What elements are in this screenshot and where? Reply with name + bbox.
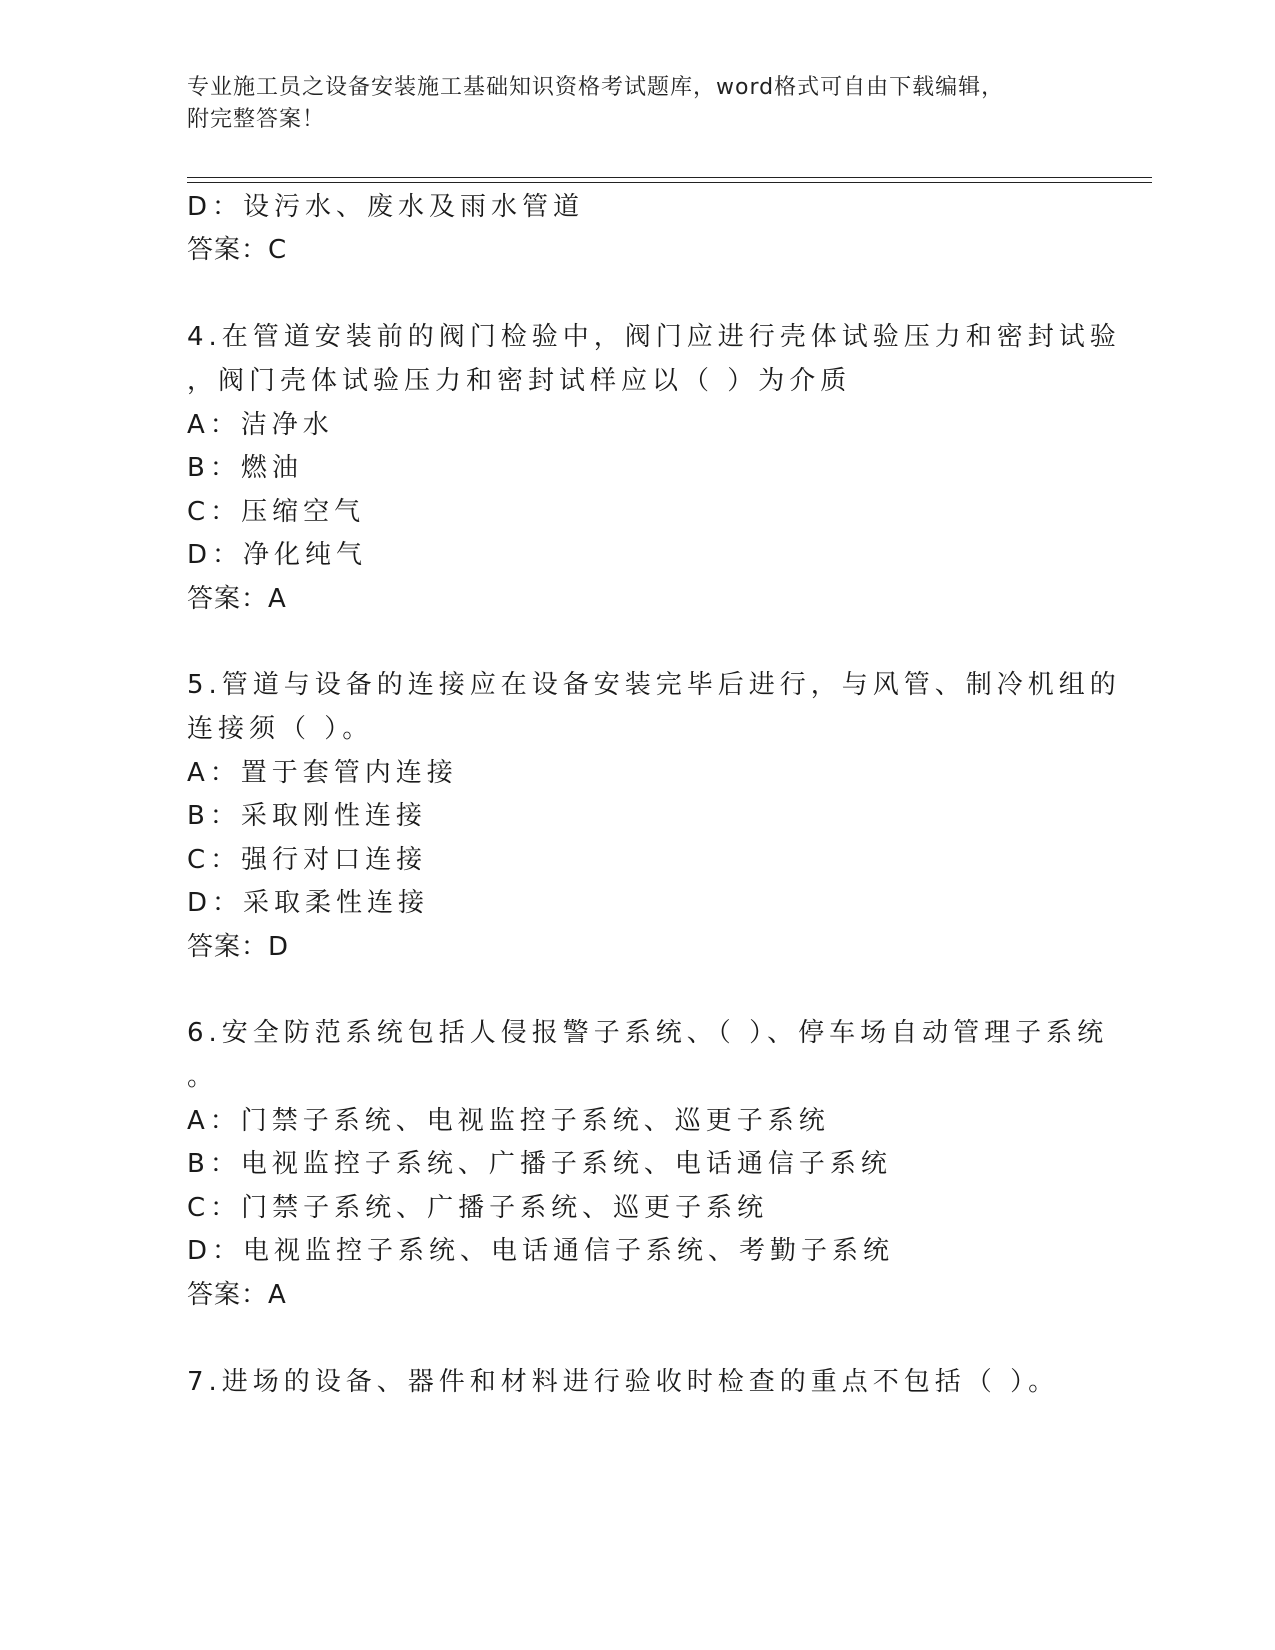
q4-option-b: B：燃油	[187, 453, 303, 483]
q6-answer: 答案：A	[187, 1280, 287, 1310]
q4-option-c: C：压缩空气	[187, 497, 366, 527]
q6-stem-line-1: 6.安全防范系统包括人侵报警子系统、（ ）、停车场自动管理子系统	[187, 1018, 1109, 1048]
document-header	[187, 72, 1087, 136]
q6-option-c: C：门禁子系统、广播子系统、巡更子系统	[187, 1193, 769, 1223]
header-divider-bottom	[187, 182, 1152, 183]
q5-answer: 答案：D	[187, 932, 290, 962]
q5-option-d: D：采取柔性连接	[187, 888, 430, 918]
header-line-1: 专业施工员之设备安装施工基础知识资格考试题库，word格式可自由下载编辑，	[187, 75, 1005, 100]
q5-stem-line-1: 5.管道与设备的连接应在设备安装完毕后进行，与风管、制冷机组的	[187, 670, 1121, 700]
q3-option-d: D：设污水、废水及雨水管道	[187, 192, 585, 222]
q4-answer: 答案：A	[187, 584, 287, 614]
q3-answer: 答案：C	[187, 235, 288, 265]
q4-option-a: A：洁净水	[187, 410, 334, 440]
q6-option-a: A：门禁子系统、电视监控子系统、巡更子系统	[187, 1106, 830, 1136]
q4-stem-line-1: 4.在管道安装前的阀门检验中，阀门应进行壳体试验压力和密封试验	[187, 322, 1121, 352]
q5-option-a: A：置于套管内连接	[187, 758, 458, 788]
header-line-2: 附完整答案！	[187, 107, 326, 132]
q6-option-d: D：电视监控子系统、电话通信子系统、考勤子系统	[187, 1236, 895, 1266]
header-divider-top	[187, 177, 1152, 178]
q5-stem-line-2: 连接须（ ）。	[187, 714, 374, 744]
q4-stem-line-2: ，阀门壳体试验压力和密封试样应以（ ）为介质	[187, 366, 852, 396]
q7-stem-line-1: 7.进场的设备、器件和材料进行验收时检查的重点不包括（ ）。	[187, 1367, 1060, 1397]
q4-option-d: D：净化纯气	[187, 540, 368, 570]
q6-option-b: B：电视监控子系统、广播子系统、电话通信子系统	[187, 1149, 892, 1179]
q5-option-b: B：采取刚性连接	[187, 801, 427, 831]
q5-option-c: C：强行对口连接	[187, 845, 428, 875]
q6-stem-line-2: 。	[187, 1062, 219, 1092]
